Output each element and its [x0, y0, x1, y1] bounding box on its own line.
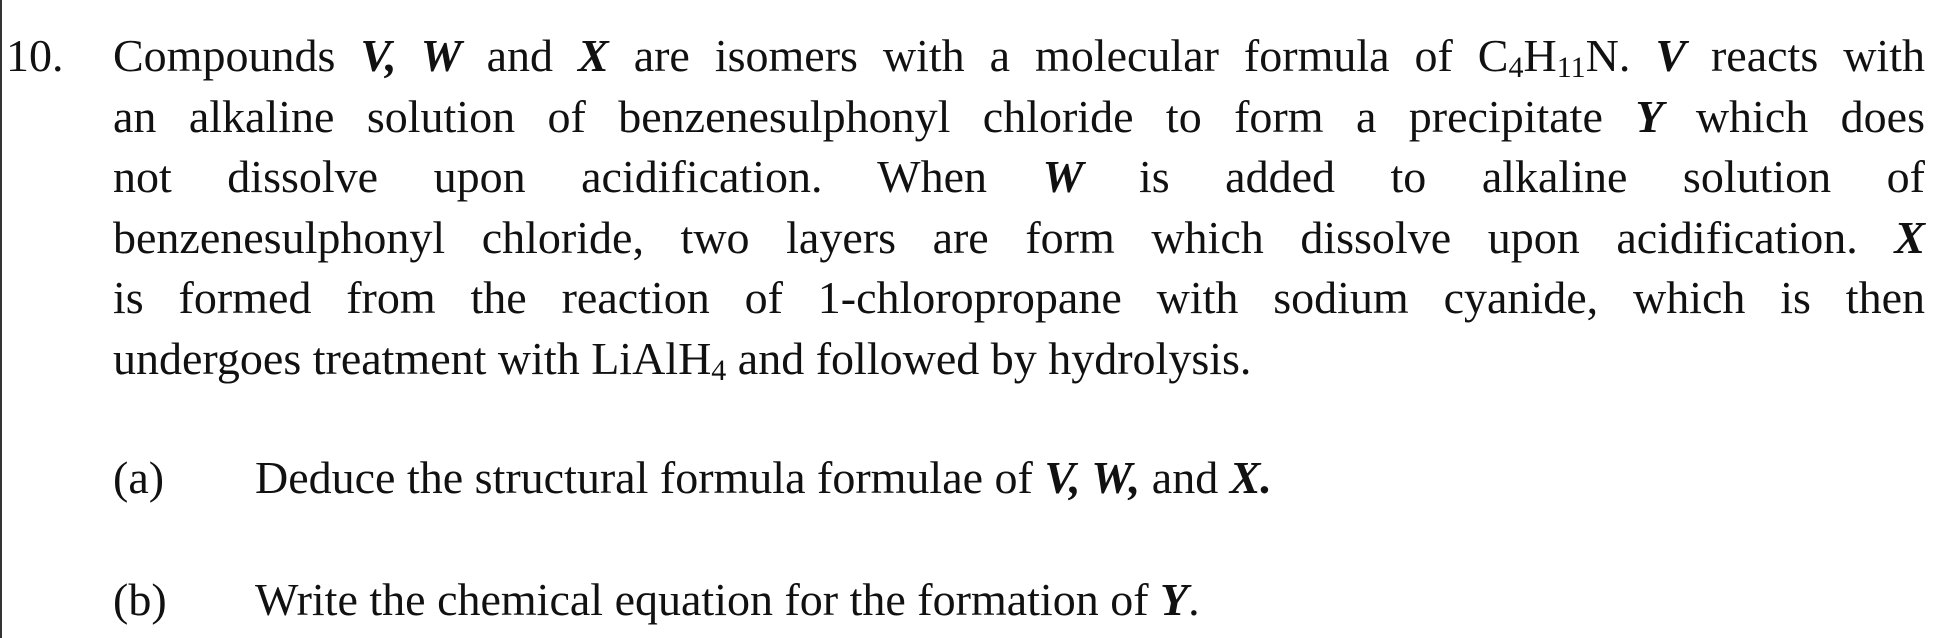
text-run: which does [1663, 90, 1925, 142]
stem-line [113, 147, 1925, 208]
stem-line [113, 208, 1925, 269]
text-run: is formed from the reaction of 1-chloropropane with sodium cyanide, which is then [113, 272, 1925, 323]
text-run: N. [1585, 30, 1656, 81]
compound-label: W [1042, 151, 1084, 202]
compound-label: X [578, 30, 609, 81]
subscript: 4 [1508, 51, 1524, 84]
compound-label: V, W [360, 30, 462, 81]
text-run: not dissolve upon acidification. When [113, 151, 1043, 202]
subscript: 11 [1556, 51, 1586, 84]
stem-line [113, 268, 1925, 329]
text-run: and [1140, 452, 1230, 503]
text-run: Deduce the structural formula formulae of [255, 452, 1045, 503]
part-b-label: (b) [113, 574, 167, 625]
compound-label: Y [1160, 574, 1189, 625]
text-run: is added to alkaline solution of [1083, 151, 1926, 202]
text-run: reacts with [1686, 30, 1925, 81]
question-part-b [113, 570, 1200, 630]
compound-label: V [1655, 30, 1687, 81]
subscript: 4 [711, 353, 727, 387]
text-run: . [1188, 574, 1200, 625]
stem-line [113, 329, 1925, 390]
part-b-text [255, 574, 1200, 625]
text-run: Compounds [113, 30, 361, 81]
text-run: an alkaline solution of benzenesulphonyl chloride to form a precipitate [113, 90, 1636, 142]
part-a-label: (a) [113, 452, 165, 503]
text-run: benzenesulphonyl chloride, two layers are form which dissolve upon acidification. [113, 211, 1895, 263]
left-margin-rule [0, 0, 2, 638]
text-run: Write the chemical equation for the formation of [255, 574, 1161, 625]
part-a-text [255, 452, 1272, 503]
question-part-a [113, 448, 1272, 508]
question-number: 10. [6, 30, 64, 81]
text-run: H [1523, 30, 1557, 81]
compound-label: X. [1229, 452, 1272, 503]
text-run: and [461, 30, 579, 81]
question-stem [113, 26, 1925, 389]
text-run: undergoes treatment with LiAlH [113, 332, 712, 384]
compound-label: V, W, [1044, 452, 1141, 503]
compound-label: X [1894, 211, 1925, 263]
text-run: and followed by hydrolysis. [726, 332, 1252, 384]
text-run: are isomers with a molecular formula of C [608, 30, 1509, 81]
stem-line [113, 26, 1925, 87]
stem-line [113, 87, 1925, 148]
compound-label: Y [1635, 90, 1664, 142]
